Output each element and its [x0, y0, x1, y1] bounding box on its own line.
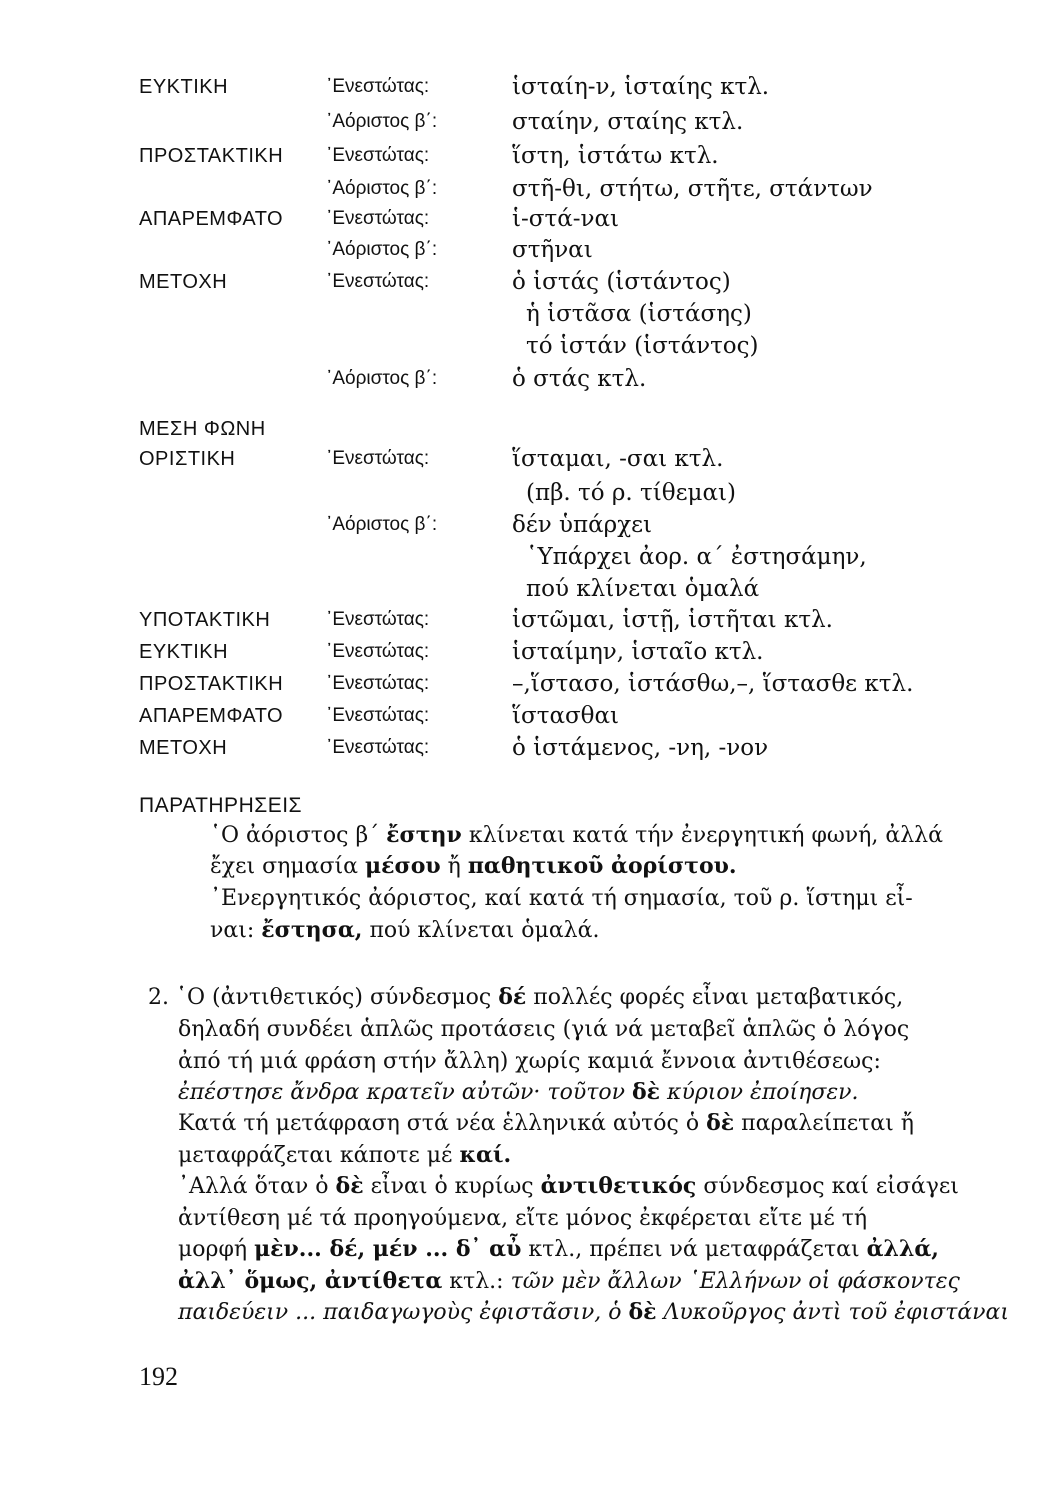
forms: πού κλίνεται ὁμαλά — [526, 576, 760, 602]
bold-term: ἔστην — [386, 822, 462, 848]
mood-label: ΜΕΤΟΧΗ — [139, 271, 228, 293]
forms: ὁ ἱστάς (ἱστάντος) — [512, 269, 731, 295]
bold-term: μέσου — [365, 853, 441, 879]
tense-label: ᾿Αόριστος β΄: — [326, 368, 438, 389]
text: σύνδεσμος καί εἰσάγει — [696, 1174, 959, 1199]
tense-label: ᾿Ενεστώτας: — [326, 705, 430, 726]
text: κλίνεται κατά τήν ἐνεργητική φωνή, ἀλλά — [461, 823, 943, 848]
bold-term: δὲ — [628, 1299, 657, 1325]
text: ἀντίθεση μέ τά προηγούμενα, εἴτε μόνος ἐκφέρεται εἴτε μέ τή — [178, 1206, 868, 1231]
text: 2. ῾Ο (ἀντιθετικός) σύνδεσμος — [148, 985, 499, 1010]
section2-line — [178, 1266, 960, 1297]
text: πολλές φορές εἶναι μεταβατικός, — [526, 985, 904, 1010]
bold-term: δὲ — [631, 1079, 661, 1105]
text: δηλαδή συνδέει ἁπλῶς προτάσεις (γιά νά μεταβεῖ ἁπλῶς ὁ λόγος — [178, 1017, 910, 1042]
forms: ἱσταίμην, ἱσταῖο κτλ. — [512, 639, 764, 665]
section2-line — [178, 1077, 859, 1108]
section2-line — [178, 1014, 909, 1045]
text: πού κλίνεται ὁμαλά. — [362, 918, 600, 943]
bold-term: δὲ — [335, 1173, 364, 1199]
forms: ἵστη, ἱστάτω κτλ. — [512, 143, 719, 169]
text: ᾿Αλλά ὅταν ὁ — [178, 1174, 336, 1199]
bold-term: ἀλλ᾿ ὅμως, ἀντίθετα — [178, 1268, 443, 1294]
mood-label: ΑΠΑΡΕΜΦΑΤΟ — [139, 208, 284, 230]
text: κτλ., πρέπει νά μεταφράζεται — [521, 1237, 867, 1262]
forms: ῾Υπάρχει ἀορ. α΄ ἐστησάμην, — [526, 544, 867, 570]
section2-line — [178, 1234, 939, 1265]
tense-label: ᾿Ενεστώτας: — [326, 76, 430, 97]
tense-label: ᾿Ενεστώτας: — [326, 673, 430, 694]
tense-label: ᾿Ενεστώτας: — [326, 271, 430, 292]
tense-label: ᾿Ενεστώτας: — [326, 448, 430, 469]
forms: δέν ὑπάρχει — [512, 512, 653, 538]
italic-quote: ἐπέστησε ἄνδρα κρατεῖν αὐτῶν· τοῦτον — [178, 1080, 632, 1105]
forms: ἡ ἱστᾶσα (ἱστάσης) — [526, 301, 752, 327]
forms: στῆναι — [512, 237, 593, 263]
mood-label: ΜΕΤΟΧΗ — [139, 737, 228, 759]
tense-label: ᾿Ενεστώτας: — [326, 737, 430, 758]
section-heading: ΜΕΣΗ ΦΩΝΗ — [139, 418, 266, 440]
page-number: 192 — [139, 1362, 178, 1391]
forms: –,ἵστασο, ἱστάσθω,–, ἵστασθε κτλ. — [512, 671, 914, 697]
section2-line — [178, 1171, 959, 1202]
forms: ὁ ἱστάμενος, -νη, -νον — [512, 735, 769, 761]
text: εἶναι ὁ κυρίως — [363, 1174, 541, 1199]
tense-label: ᾿Αόριστος β΄: — [326, 111, 438, 132]
section2-line — [178, 1108, 914, 1139]
bold-term: ἀλλά, — [866, 1236, 939, 1262]
forms: ἵστασθαι — [512, 703, 620, 729]
note-line — [210, 851, 737, 882]
forms: ἱστῶμαι, ἱστῇ, ἱστῆται κτλ. — [512, 607, 833, 633]
forms: σταίην, σταίης κτλ. — [512, 109, 744, 135]
text: ἀπό τή μιά φράση στήν ἄλλη) χωρίς καμιά ἔννοια ἀντιθέσεως: — [178, 1049, 881, 1074]
italic-quote: παιδεύειν ... παιδαγωγοὺς ἐφιστᾶσιν, ὁ — [178, 1300, 629, 1325]
italic-quote: κύριον ἐποίησεν. — [660, 1080, 859, 1105]
text: ῾Ο ἀόριστος β΄ — [210, 823, 387, 848]
text: μορφή — [178, 1237, 255, 1262]
forms: τό ἱστάν (ἱστάντος) — [526, 333, 759, 359]
mood-label: ΟΡΙΣΤΙΚΗ — [139, 448, 236, 470]
tense-label: ᾿Αόριστος β΄: — [326, 239, 438, 260]
note-line — [210, 915, 599, 946]
text: Κατά τή μετάφραση στά νέα ἑλληνικά αὐτός ὁ — [178, 1111, 707, 1136]
mood-label: ΕΥΚΤΙΚΗ — [139, 641, 229, 663]
bold-term: δέ — [498, 984, 527, 1010]
tense-label: ᾿Ενεστώτας: — [326, 641, 430, 662]
text: μεταφράζεται κάποτε μέ — [178, 1143, 460, 1168]
bold-term: μὲν... δέ, μέν ... δ᾿ αὖ — [254, 1236, 522, 1262]
mood-label: ΥΠΟΤΑΚΤΙΚΗ — [139, 609, 271, 631]
tense-label: ᾿Ενεστώτας: — [326, 208, 430, 229]
italic-quote: τῶν μὲν ἄλλων ῾Ελλήνων οἱ φάσκοντες — [510, 1269, 960, 1294]
forms: ἱσταίη-ν, ἱσταίης κτλ. — [512, 74, 770, 100]
italic-quote: Λυκοῦργος ἀντὶ τοῦ ἐφιστάναι — [656, 1300, 1010, 1325]
note-line — [210, 883, 913, 914]
tense-label: ᾿Αόριστος β΄: — [326, 178, 438, 199]
text: ᾿Ενεργητικός ἀόριστος, καί κατά τή σημασία, τοῦ ρ. ἵστημι εἶ- — [210, 886, 913, 911]
forms: ἱ-στά-ναι — [512, 206, 620, 232]
text: ναι: — [210, 918, 262, 943]
mood-label: ΑΠΑΡΕΜΦΑΤΟ — [139, 705, 284, 727]
bold-term: παθητικοῦ ἀορίστου. — [467, 853, 737, 879]
bold-term: ἔστησα, — [261, 917, 363, 943]
forms: στῆ-θι, στήτω, στῆτε, στάντων — [512, 176, 873, 202]
bold-term: καί. — [459, 1142, 512, 1168]
text: ἤ — [440, 854, 468, 879]
note-line — [210, 820, 943, 851]
section2-line — [178, 1203, 867, 1234]
tense-label: ᾿Αόριστος β΄: — [326, 514, 438, 535]
tense-label: ᾿Ενεστώτας: — [326, 609, 430, 630]
bold-term: ἀντιθετικός — [540, 1173, 697, 1199]
text: κτλ.: — [442, 1269, 511, 1294]
text: παραλείπεται ἤ — [734, 1111, 914, 1136]
mood-label: ΠΡΟΣΤΑΚΤΙΚΗ — [139, 145, 284, 167]
forms: ἵσταμαι, -σαι κτλ. — [512, 446, 724, 472]
tense-label: ᾿Ενεστώτας: — [326, 145, 430, 166]
section2-line — [148, 982, 903, 1013]
notes-title: ΠΑΡΑΤΗΡΗΣΕΙΣ — [139, 794, 303, 817]
mood-label: ΠΡΟΣΤΑΚΤΙΚΗ — [139, 673, 284, 695]
forms: ὁ στάς κτλ. — [512, 366, 647, 392]
section2-line — [178, 1140, 511, 1171]
text: ἔχει σημασία — [210, 854, 365, 879]
section2-line — [178, 1297, 1009, 1328]
bold-term: δὲ — [706, 1110, 735, 1136]
section2-line — [178, 1046, 881, 1077]
mood-label: ΕΥΚΤΙΚΗ — [139, 76, 229, 98]
forms: (πβ. τό ρ. τίθεμαι) — [526, 480, 737, 506]
